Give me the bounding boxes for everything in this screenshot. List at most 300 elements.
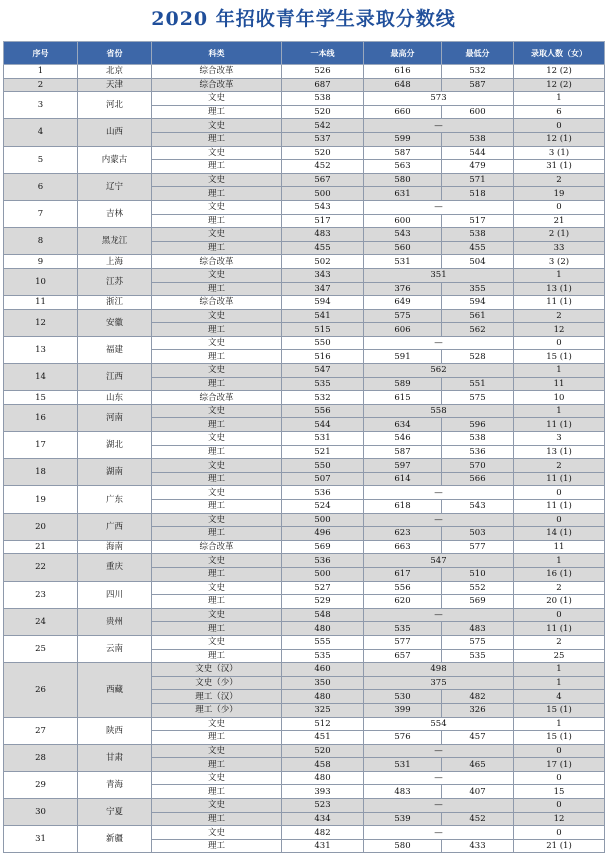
page-title: 2020 年招收青年学生录取分数线: [151, 8, 456, 30]
admitted-count: 11 (1): [514, 296, 605, 310]
first-tier-line: 512: [282, 717, 364, 731]
max-score: 575: [364, 309, 442, 323]
table-row: [4, 771, 605, 785]
first-tier-line: 496: [282, 527, 364, 541]
first-tier-line: 536: [282, 554, 364, 568]
admitted-count: 33: [514, 241, 605, 255]
province-name: 山东: [78, 391, 152, 405]
first-tier-line: 520: [282, 744, 364, 758]
first-tier-line: 569: [282, 540, 364, 554]
single-score: —: [364, 771, 514, 785]
subject-type: 理工: [152, 187, 282, 201]
min-score: 561: [442, 309, 514, 323]
min-score: 538: [442, 132, 514, 146]
subject-type: 文史: [152, 459, 282, 473]
admitted-count: 21 (1): [514, 839, 605, 853]
admitted-count: 2: [514, 635, 605, 649]
single-score: —: [364, 486, 514, 500]
first-tier-line: 517: [282, 214, 364, 228]
subject-type: 综合改革: [152, 255, 282, 269]
province-name: 河南: [78, 404, 152, 431]
min-score: 562: [442, 323, 514, 337]
subject-type: 文史: [152, 404, 282, 418]
province-name: 内蒙古: [78, 146, 152, 173]
min-score: 571: [442, 173, 514, 187]
admitted-count: 1: [514, 554, 605, 568]
subject-type: 文史: [152, 364, 282, 378]
row-number: 15: [4, 391, 78, 405]
first-tier-line: 567: [282, 173, 364, 187]
admitted-count: 12: [514, 812, 605, 826]
max-score: 634: [364, 418, 442, 432]
subject-type: 文史: [152, 200, 282, 214]
max-score: 614: [364, 472, 442, 486]
province-name: 江苏: [78, 268, 152, 295]
subject-type: 理工: [152, 350, 282, 364]
row-number: 28: [4, 744, 78, 771]
single-score: —: [364, 200, 514, 214]
min-score: 535: [442, 649, 514, 663]
subject-type: 文史（汉）: [152, 663, 282, 677]
admitted-count: 0: [514, 608, 605, 622]
first-tier-line: 541: [282, 309, 364, 323]
table-row: [4, 119, 605, 133]
table-row: [4, 635, 605, 649]
province-name: 广西: [78, 513, 152, 540]
first-tier-line: 507: [282, 472, 364, 486]
admitted-count: 12 (1): [514, 132, 605, 146]
single-score: —: [364, 336, 514, 350]
table-row: [4, 744, 605, 758]
admitted-count: 1: [514, 676, 605, 690]
table-row: [4, 92, 605, 106]
header-no: 序号: [4, 42, 78, 65]
table-row: [4, 173, 605, 187]
row-number: 18: [4, 459, 78, 486]
max-score: 376: [364, 282, 442, 296]
row-number: 19: [4, 486, 78, 513]
min-score: 503: [442, 527, 514, 541]
first-tier-line: 538: [282, 92, 364, 106]
subject-type: 文史: [152, 581, 282, 595]
subject-type: 理工: [152, 418, 282, 432]
admitted-count: 1: [514, 364, 605, 378]
header-min: 最低分: [442, 42, 514, 65]
min-score: 575: [442, 391, 514, 405]
first-tier-line: 527: [282, 581, 364, 595]
province-name: 山西: [78, 119, 152, 146]
subject-type: 理工: [152, 105, 282, 119]
single-score: 498: [364, 663, 514, 677]
max-score: 606: [364, 323, 442, 337]
single-score: —: [364, 608, 514, 622]
subject-type: 文史: [152, 744, 282, 758]
subject-type: 文史: [152, 771, 282, 785]
max-score: 631: [364, 187, 442, 201]
table-row: [4, 364, 605, 378]
min-score: 510: [442, 567, 514, 581]
max-score: 399: [364, 703, 442, 717]
min-score: 552: [442, 581, 514, 595]
single-score: —: [364, 513, 514, 527]
subject-type: 文史: [152, 635, 282, 649]
province-name: 贵州: [78, 608, 152, 635]
max-score: 657: [364, 649, 442, 663]
first-tier-line: 500: [282, 187, 364, 201]
subject-type: 文史: [152, 554, 282, 568]
single-score: 375: [364, 676, 514, 690]
admitted-count: 12 (2): [514, 65, 605, 79]
subject-type: 理工: [152, 214, 282, 228]
row-number: 1: [4, 65, 78, 79]
min-score: 596: [442, 418, 514, 432]
first-tier-line: 594: [282, 296, 364, 310]
max-score: 531: [364, 758, 442, 772]
header-line: 一本线: [282, 42, 364, 65]
first-tier-line: 532: [282, 391, 364, 405]
table-row: [4, 459, 605, 473]
province-name: 西藏: [78, 663, 152, 717]
max-score: 620: [364, 595, 442, 609]
min-score: 517: [442, 214, 514, 228]
admitted-count: 19: [514, 187, 605, 201]
admitted-count: 1: [514, 404, 605, 418]
row-number: 6: [4, 173, 78, 200]
subject-type: 理工: [152, 282, 282, 296]
first-tier-line: 520: [282, 146, 364, 160]
admitted-count: 0: [514, 826, 605, 840]
admitted-count: 16 (1): [514, 567, 605, 581]
first-tier-line: 480: [282, 771, 364, 785]
max-score: 580: [364, 839, 442, 853]
first-tier-line: 500: [282, 567, 364, 581]
subject-type: 理工: [152, 377, 282, 391]
province-name: 安徽: [78, 309, 152, 336]
single-score: 573: [364, 92, 514, 106]
province-name: 新疆: [78, 826, 152, 853]
admitted-count: 3 (2): [514, 255, 605, 269]
province-name: 福建: [78, 336, 152, 363]
min-score: 551: [442, 377, 514, 391]
admitted-count: 20 (1): [514, 595, 605, 609]
province-name: 重庆: [78, 554, 152, 581]
table-row: [4, 78, 605, 92]
admitted-count: 0: [514, 200, 605, 214]
table-row: [4, 826, 605, 840]
first-tier-line: 455: [282, 241, 364, 255]
first-tier-line: 483: [282, 228, 364, 242]
subject-type: 理工: [152, 839, 282, 853]
table-row: [4, 336, 605, 350]
first-tier-line: 434: [282, 812, 364, 826]
first-tier-line: 536: [282, 486, 364, 500]
max-score: 591: [364, 350, 442, 364]
subject-type: 综合改革: [152, 296, 282, 310]
min-score: 455: [442, 241, 514, 255]
first-tier-line: 548: [282, 608, 364, 622]
row-number: 12: [4, 309, 78, 336]
row-number: 25: [4, 635, 78, 662]
max-score: 623: [364, 527, 442, 541]
single-score: 547: [364, 554, 514, 568]
admitted-count: 1: [514, 268, 605, 282]
first-tier-line: 451: [282, 731, 364, 745]
province-name: 湖北: [78, 432, 152, 459]
subject-type: 理工: [152, 812, 282, 826]
table-row: [4, 309, 605, 323]
first-tier-line: 452: [282, 160, 364, 174]
province-name: 黑龙江: [78, 228, 152, 255]
admitted-count: 11 (1): [514, 472, 605, 486]
first-tier-line: 531: [282, 432, 364, 446]
min-score: 543: [442, 500, 514, 514]
table-row: [4, 554, 605, 568]
first-tier-line: 550: [282, 336, 364, 350]
table-row: [4, 404, 605, 418]
first-tier-line: 431: [282, 839, 364, 853]
subject-type: 文史: [152, 309, 282, 323]
admitted-count: 4: [514, 690, 605, 704]
first-tier-line: 460: [282, 663, 364, 677]
admitted-count: 2: [514, 309, 605, 323]
subject-type: 理工: [152, 758, 282, 772]
table-row: [4, 663, 605, 677]
max-score: 563: [364, 160, 442, 174]
single-score: —: [364, 119, 514, 133]
min-score: 587: [442, 78, 514, 92]
admitted-count: 21: [514, 214, 605, 228]
max-score: 576: [364, 731, 442, 745]
province-name: 青海: [78, 771, 152, 798]
row-number: 26: [4, 663, 78, 717]
admitted-count: 0: [514, 513, 605, 527]
row-number: 10: [4, 268, 78, 295]
subject-type: 理工: [152, 160, 282, 174]
table-row: [4, 581, 605, 595]
min-score: 577: [442, 540, 514, 554]
header-province: 省份: [78, 42, 152, 65]
subject-type: 综合改革: [152, 65, 282, 79]
province-name: 陕西: [78, 717, 152, 744]
table-row: [4, 228, 605, 242]
admitted-count: 0: [514, 771, 605, 785]
max-score: 530: [364, 690, 442, 704]
province-name: 浙江: [78, 296, 152, 310]
max-score: 660: [364, 105, 442, 119]
first-tier-line: 542: [282, 119, 364, 133]
row-number: 27: [4, 717, 78, 744]
row-number: 7: [4, 200, 78, 227]
admitted-count: 0: [514, 799, 605, 813]
admitted-count: 3 (1): [514, 146, 605, 160]
min-score: 532: [442, 65, 514, 79]
max-score: 597: [364, 459, 442, 473]
subject-type: 文史（少）: [152, 676, 282, 690]
first-tier-line: 535: [282, 377, 364, 391]
subject-type: 文史: [152, 336, 282, 350]
min-score: 538: [442, 228, 514, 242]
row-number: 20: [4, 513, 78, 540]
max-score: 649: [364, 296, 442, 310]
admitted-count: 15: [514, 785, 605, 799]
single-score: —: [364, 744, 514, 758]
min-score: 407: [442, 785, 514, 799]
row-number: 30: [4, 799, 78, 826]
province-name: 北京: [78, 65, 152, 79]
max-score: 589: [364, 377, 442, 391]
row-number: 23: [4, 581, 78, 608]
max-score: 535: [364, 622, 442, 636]
table-row: [4, 540, 605, 554]
admitted-count: 14 (1): [514, 527, 605, 541]
row-number: 29: [4, 771, 78, 798]
admitted-count: 1: [514, 663, 605, 677]
first-tier-line: 325: [282, 703, 364, 717]
table-row: [4, 608, 605, 622]
table-row: [4, 268, 605, 282]
first-tier-line: 520: [282, 105, 364, 119]
min-score: 536: [442, 445, 514, 459]
min-score: 528: [442, 350, 514, 364]
min-score: 355: [442, 282, 514, 296]
max-score: 560: [364, 241, 442, 255]
admitted-count: 0: [514, 486, 605, 500]
province-name: 四川: [78, 581, 152, 608]
subject-type: 文史: [152, 826, 282, 840]
admitted-count: 0: [514, 119, 605, 133]
first-tier-line: 515: [282, 323, 364, 337]
min-score: 483: [442, 622, 514, 636]
min-score: 482: [442, 690, 514, 704]
subject-type: 文史: [152, 486, 282, 500]
table-row: [4, 513, 605, 527]
admitted-count: 0: [514, 744, 605, 758]
min-score: 538: [442, 432, 514, 446]
row-number: 3: [4, 92, 78, 119]
max-score: 580: [364, 173, 442, 187]
header-count: 录取人数（女）: [514, 42, 605, 65]
subject-type: 综合改革: [152, 540, 282, 554]
row-number: 11: [4, 296, 78, 310]
province-name: 广东: [78, 486, 152, 513]
admitted-count: 10: [514, 391, 605, 405]
min-score: 465: [442, 758, 514, 772]
admitted-count: 17 (1): [514, 758, 605, 772]
single-score: 558: [364, 404, 514, 418]
subject-type: 理工: [152, 323, 282, 337]
row-number: 9: [4, 255, 78, 269]
table-row: [4, 296, 605, 310]
subject-type: 理工: [152, 649, 282, 663]
admitted-count: 13 (1): [514, 282, 605, 296]
row-number: 4: [4, 119, 78, 146]
admitted-count: 12: [514, 323, 605, 337]
row-number: 21: [4, 540, 78, 554]
admitted-count: 11 (1): [514, 622, 605, 636]
subject-type: 理工: [152, 731, 282, 745]
max-score: 648: [364, 78, 442, 92]
first-tier-line: 516: [282, 350, 364, 364]
header-max: 最高分: [364, 42, 442, 65]
subject-type: 理工: [152, 132, 282, 146]
subject-type: 理工: [152, 622, 282, 636]
single-score: 562: [364, 364, 514, 378]
first-tier-line: 523: [282, 799, 364, 813]
province-name: 辽宁: [78, 173, 152, 200]
province-name: 上海: [78, 255, 152, 269]
province-name: 宁夏: [78, 799, 152, 826]
score-table: [3, 41, 605, 853]
admitted-count: 11 (1): [514, 500, 605, 514]
min-score: 594: [442, 296, 514, 310]
min-score: 575: [442, 635, 514, 649]
row-number: 17: [4, 432, 78, 459]
subject-type: 文史: [152, 608, 282, 622]
subject-type: 文史: [152, 92, 282, 106]
max-score: 556: [364, 581, 442, 595]
min-score: 479: [442, 160, 514, 174]
table-row: [4, 799, 605, 813]
first-tier-line: 393: [282, 785, 364, 799]
admitted-count: 2: [514, 459, 605, 473]
subject-type: 文史: [152, 173, 282, 187]
max-score: 618: [364, 500, 442, 514]
province-name: 甘肃: [78, 744, 152, 771]
min-score: 570: [442, 459, 514, 473]
max-score: 546: [364, 432, 442, 446]
first-tier-line: 555: [282, 635, 364, 649]
admitted-count: 1: [514, 92, 605, 106]
header-row: [4, 42, 605, 65]
province-name: 湖南: [78, 459, 152, 486]
admitted-count: 11 (1): [514, 418, 605, 432]
table-row: [4, 391, 605, 405]
subject-type: 文史: [152, 799, 282, 813]
row-number: 24: [4, 608, 78, 635]
max-score: 599: [364, 132, 442, 146]
table-row: [4, 432, 605, 446]
admitted-count: 11: [514, 540, 605, 554]
min-score: 504: [442, 255, 514, 269]
first-tier-line: 500: [282, 513, 364, 527]
admitted-count: 6: [514, 105, 605, 119]
min-score: 433: [442, 839, 514, 853]
table-row: [4, 146, 605, 160]
max-score: 615: [364, 391, 442, 405]
subject-type: 理工: [152, 472, 282, 486]
subject-type: 理工（少）: [152, 703, 282, 717]
first-tier-line: 480: [282, 690, 364, 704]
max-score: 616: [364, 65, 442, 79]
first-tier-line: 482: [282, 826, 364, 840]
subject-type: 理工: [152, 241, 282, 255]
first-tier-line: 350: [282, 676, 364, 690]
first-tier-line: 537: [282, 132, 364, 146]
first-tier-line: 543: [282, 200, 364, 214]
admitted-count: 2: [514, 581, 605, 595]
admitted-count: 0: [514, 336, 605, 350]
first-tier-line: 524: [282, 500, 364, 514]
first-tier-line: 347: [282, 282, 364, 296]
min-score: 457: [442, 731, 514, 745]
subject-type: 文史: [152, 268, 282, 282]
max-score: 543: [364, 228, 442, 242]
admitted-count: 2 (1): [514, 228, 605, 242]
subject-type: 理工（汉）: [152, 690, 282, 704]
subject-type: 理工: [152, 567, 282, 581]
row-number: 22: [4, 554, 78, 581]
province-name: 天津: [78, 78, 152, 92]
